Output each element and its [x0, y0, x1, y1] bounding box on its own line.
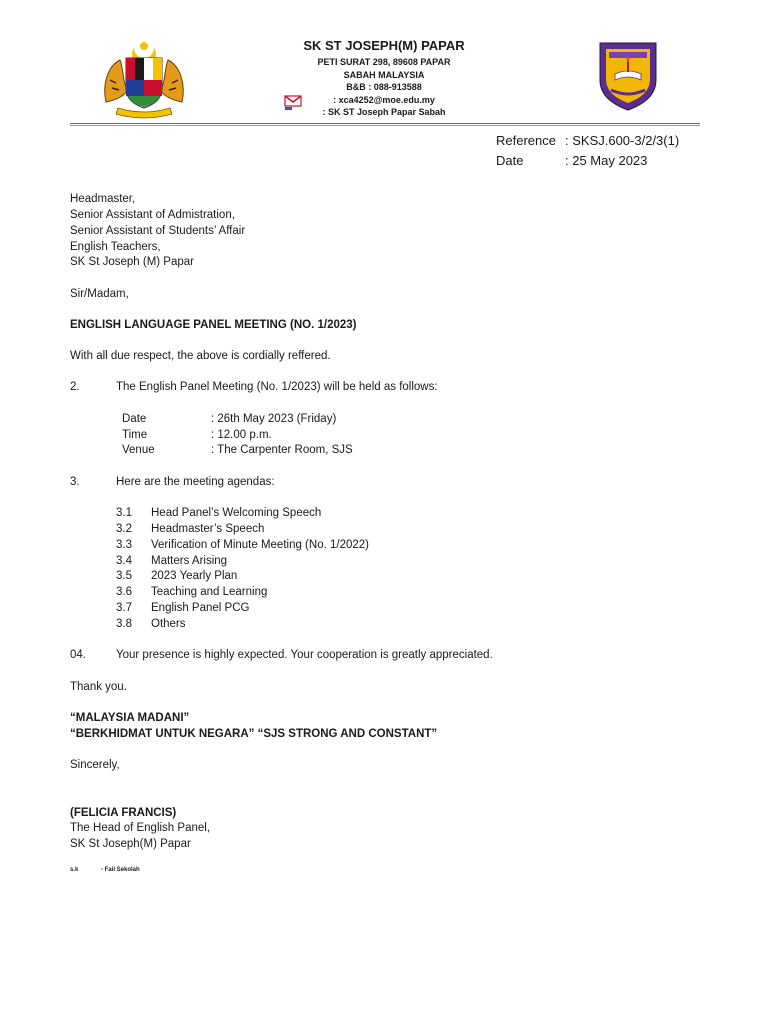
agenda-number: 3.4: [116, 555, 132, 567]
signatory-org: SK St Joseph(M) Papar: [70, 838, 191, 850]
agenda-item: English Panel PCG: [151, 602, 250, 614]
recipient-line: English Teachers,: [70, 241, 161, 253]
intro-paragraph: With all due respect, the above is cordially reffered.: [70, 350, 331, 362]
agenda-number: 3.7: [116, 602, 132, 614]
school-name: SK ST JOSEPH(M) PAPAR: [303, 38, 465, 53]
agenda-item: Teaching and Learning: [151, 586, 268, 598]
detail-label: Date: [122, 413, 147, 425]
address-line-2: SABAH MALAYSIA: [343, 69, 425, 80]
recipient-line: Senior Assistant of Students’ Affair: [70, 225, 246, 237]
agenda-item: Verification of Minute Meeting (No. 1/2022): [151, 539, 369, 551]
social-line: : SK ST Joseph Papar Sabah: [322, 107, 446, 117]
detail-value: : The Carpenter Room, SJS: [211, 444, 353, 456]
agenda-item: Others: [151, 618, 186, 630]
paragraph-text: Here are the meeting agendas:: [116, 476, 275, 488]
agenda-item: Matters Arising: [151, 555, 228, 567]
agenda-number: 3.2: [116, 523, 132, 535]
reference-label: Reference: [496, 133, 556, 148]
detail-value: : 12.00 p.m.: [211, 429, 272, 441]
cc-label: s.k: [70, 867, 79, 873]
date-label: Date: [496, 153, 524, 168]
recipient-line: Senior Assistant of Admistration,: [70, 209, 235, 221]
date-value: : 25 May 2023: [565, 153, 648, 168]
detail-value: : 26th May 2023 (Friday): [211, 413, 337, 425]
signatory-name: (FELICIA FRANCIS): [70, 807, 177, 819]
address-line-1: PETI SURAT 298, 89608 PAPAR: [317, 57, 451, 67]
agenda-item: Headmaster’s Speech: [151, 523, 265, 535]
agenda-number: 3.6: [116, 586, 132, 598]
thanks-line: Thank you.: [70, 681, 127, 693]
cc-value: - Fail Sekolah: [101, 867, 140, 873]
agenda-number: 3.8: [116, 618, 132, 630]
agenda-item: Head Panel’s Welcoming Speech: [151, 507, 322, 519]
paragraph-text: Your presence is highly expected. Your cooperation is greatly appreciated.: [116, 649, 493, 661]
subject-heading: ENGLISH LANGUAGE PANEL MEETING (NO. 1/2023): [70, 319, 357, 331]
paragraph-number: 2.: [70, 381, 80, 393]
agenda-number: 3.1: [116, 507, 132, 519]
paragraph-text: The English Panel Meeting (No. 1/2023) will be held as follows:: [116, 381, 438, 393]
motto-line-1: “MALAYSIA MADANI”: [70, 712, 190, 724]
agenda-number: 3.5: [116, 570, 132, 582]
recipient-line: SK St Joseph (M) Papar: [70, 256, 194, 268]
signatory-title: The Head of English Panel,: [70, 822, 211, 834]
detail-label: Venue: [122, 444, 155, 456]
phone-line: B&B : 088-913588: [346, 82, 422, 92]
reference-value: : SKSJ.600-3/2/3(1): [565, 133, 680, 148]
school-badge-icon: [597, 40, 659, 112]
agenda-number: 3.3: [116, 539, 132, 551]
letterhead-divider: [70, 123, 700, 126]
motto-line-2: “BERKHIDMAT UNTUK NEGARA” “SJS STRONG AND CONSTANT”: [70, 728, 438, 740]
recipient-line: Headmaster,: [70, 193, 136, 205]
mail-icon: [284, 95, 302, 111]
email-line: : xca4252@moe.edu.my: [333, 94, 435, 105]
salutation: Sir/Madam,: [70, 288, 129, 300]
paragraph-number: 04.: [70, 649, 86, 661]
agenda-item: 2023 Yearly Plan: [151, 570, 238, 582]
detail-label: Time: [122, 429, 148, 441]
closing-line: Sincerely,: [70, 759, 120, 771]
paragraph-number: 3.: [70, 476, 80, 488]
